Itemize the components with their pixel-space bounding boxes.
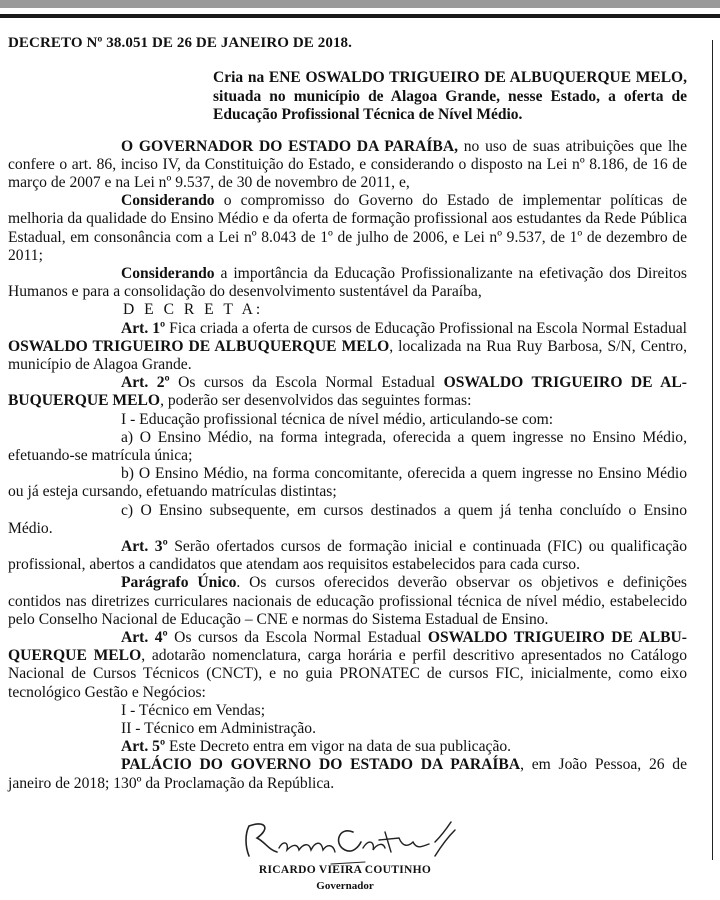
considerando-label: Considerando	[121, 192, 215, 210]
paragraph-text: . Os cursos oferecidos deverão observar os objetivos e definições contidos nas diretrizes curriculares nacionais de educação profissional técnica de nível médio, estabelecido pelo Conselho Nacional de Educação – CNE e normas do Sistema Estadual de Ensino.	[8, 574, 687, 628]
article-4-item-i: I - Técnico em Vendas;	[121, 701, 266, 719]
right-column-rule	[712, 40, 713, 860]
article-text: Os cursos da Escola Normal Estadual	[169, 374, 444, 392]
decree-summary: Cria na ENE OSWALDO TRIGUEIRO DE ALBUQUERQUE MELO, situada no município de Alagoa Grande, nesse Estado, a oferta de Educação Profissional Técnica de Nível Médio.	[213, 69, 687, 123]
paragraph-label: Parágrafo Único	[121, 574, 237, 592]
closing-statement	[8, 756, 687, 792]
considerando-2	[8, 265, 687, 301]
decree-document	[8, 30, 687, 793]
article-2-item-c: c) O Ensino subsequente, em cursos destinados a quem já tenha concluído o Ensino Médio.	[8, 501, 687, 537]
article-label: Art. 4º	[121, 628, 168, 646]
paragrafo-unico	[8, 574, 687, 629]
school-name: OSWALDO TRIGUEIRO DE ALBUQUERQUE MELO	[8, 337, 390, 355]
school-name: OSWALDO TRIGUEIRO DE AL- BUQUERQUE MELO	[8, 374, 687, 410]
article-4	[8, 629, 687, 702]
article-text: , localizada na Rua Ruy Barbosa, S/N, Centro, município de Alagoa Grande.	[8, 337, 687, 373]
handwritten-signature	[235, 812, 465, 868]
article-text: Fica criada a oferta de cursos de Educação Profissional na Escola Normal Estadual	[165, 319, 687, 337]
article-label: Art. 3º	[121, 537, 168, 555]
closing-text: , em João Pessoa, 26 de janeiro de 2018; 130º da Proclamação da República.	[8, 756, 688, 792]
article-label: Art. 5º	[121, 738, 166, 756]
article-text: , adotarão nomenclatura, carga horária e perfil descritivo apresentados no Catálogo Nacional de Cursos Técnicos (CNCT), e no guia PRONATEC de cursos FIC, inicialmente, como eixo tecnológico Gestão e Negócios:	[8, 647, 687, 701]
governor-heading: O GOVERNADOR DO ESTADO DA PARAÍBA,	[121, 137, 458, 155]
decree-title: DECRETO Nº 38.051 DE 26 DE JANEIRO DE 2018.	[8, 35, 353, 51]
governor-text: no uso de suas atribuições que lhe confere o art. 86, inciso IV, da Constituição do Estado, e considerando o disposto na Lei nº 8.186, de 16 de março de 2007 e na Lei nº 9.537, de 30 de novembro de 2011, e,	[8, 137, 687, 191]
top-gray-bar	[0, 0, 720, 8]
signatory-name: RICARDO VIEIRA COUTINHO	[258, 864, 432, 876]
palace-heading: PALÁCIO DO GOVERNO DO ESTADO DA PARAÍBA	[121, 756, 521, 774]
article-label: Art. 2º	[121, 374, 170, 392]
article-2-item-b: b) O Ensino Médio, na forma concomitante, oferecida a quem ingresse no Ensino Médio ou já esteja cursando, efetuando matrículas distintas;	[8, 465, 687, 501]
preamble-governor	[8, 138, 687, 193]
signature-block	[235, 812, 465, 897]
article-2-item-a: a) O Ensino Médio, na forma integrada, oferecida a quem ingresse no Ensino Médio, efetuando-se matrícula única;	[8, 428, 687, 464]
article-text: Serão ofertados cursos de formação inicial e continuada (FIC) ou qualificação profissional, abertos a candidatos que atendam aos requisitos estabelecidos para cada curso.	[8, 537, 687, 574]
school-name: OSWALDO TRIGUEIRO DE ALBU- QUERQUE MELO	[8, 628, 687, 665]
article-text: , poderão ser desenvolvidos das seguintes formas:	[160, 392, 472, 410]
article-text: Este Decreto entra em vigor na data de sua publicação.	[165, 738, 512, 756]
article-3	[8, 538, 687, 574]
decreta-heading: D E C R E T A:	[123, 301, 264, 319]
article-2-item-i: I - Educação profissional técnica de nível médio, articulando-se com:	[121, 410, 554, 428]
top-black-rule	[0, 14, 720, 18]
considerando-1	[8, 192, 687, 265]
article-text: Os cursos da Escola Normal Estadual	[167, 628, 428, 646]
article-1	[8, 320, 687, 375]
article-label: Art. 1º	[121, 319, 166, 337]
considerando-text: o compromisso do Governo do Estado de implementar políticas de melhoria da qualidade do Ensino Médio e da oferta de formação profissional aos estudantes da Rede Pública Estadual, em consonância com a Lei nº 8.043 de 1º de julho de 2006, e Lei nº 9.537, de 1º de dezembro de 2011;	[8, 192, 687, 264]
article-5	[8, 738, 687, 756]
signatory-role: Governador	[316, 880, 374, 892]
article-4-item-ii: II - Técnico em Administração.	[121, 720, 316, 737]
considerando-text: a importância da Educação Profissionalizante na efetivação dos Direitos Humanos e para a consolidação do desenvolvimento sustentável da Paraíba,	[8, 264, 687, 301]
considerando-label: Considerando	[121, 264, 215, 282]
article-2	[8, 374, 687, 410]
decree-body	[8, 138, 687, 793]
